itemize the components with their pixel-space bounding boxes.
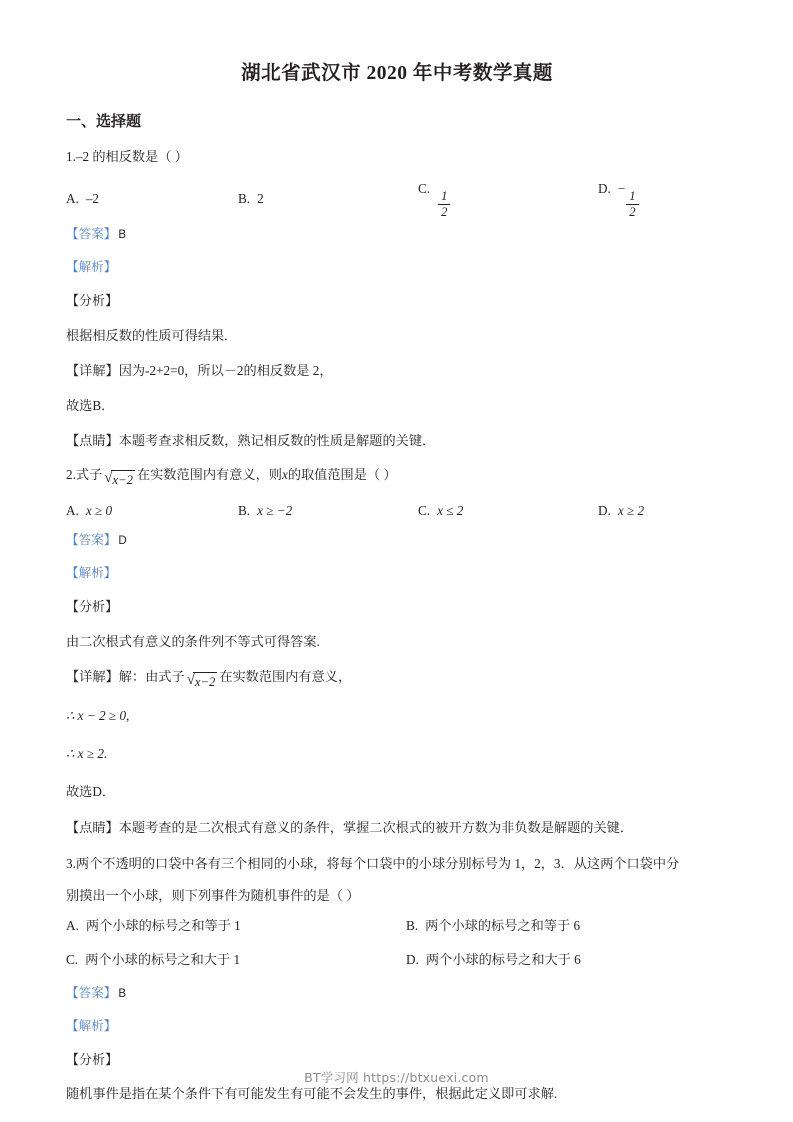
variable-x: x [281, 467, 288, 483]
option-text: –2 [85, 191, 100, 207]
question-1-stem-text: –2 的相反数是（ ） [75, 148, 188, 164]
fraction-one-half [438, 190, 450, 219]
question-1-options [66, 179, 728, 219]
option-label: C. [418, 503, 431, 519]
question-3-analysis-text: 随机事件是指在某个条件下有可能发生有可能不会发生的事件，根据此定义即可求解. [66, 1086, 558, 1102]
question-2-options [66, 501, 728, 521]
page-title: 湖北省武汉市 2020 年中考数学真题 [241, 63, 553, 84]
option-text: x ≥ 0 [85, 503, 113, 519]
answer-label: 【答案】 [66, 226, 117, 241]
question-1-answer [66, 225, 728, 244]
insight-label: 【点睛】 [66, 819, 119, 835]
question-2-option-b[interactable] [238, 501, 418, 521]
question-2-conclusion: 故选D． [66, 784, 116, 800]
question-2-stem-before: 式子 [75, 467, 103, 483]
question-3-stem-text-1: 两个不透明的口袋中各有三个相同的小球，将每个口袋中的小球分别标号为 1，2，3．从这两个口袋中分 [75, 855, 680, 871]
fraction-denominator: 2 [626, 204, 638, 219]
fraction-numerator: 1 [441, 188, 448, 203]
option-text: 两个小球的标号之和大于 1 [85, 951, 241, 967]
question-1-option-b[interactable] [238, 189, 418, 209]
question-2-detail [66, 666, 728, 691]
option-text: 两个小球的标号之和大于 6 [425, 951, 581, 967]
question-3-option-a[interactable] [66, 916, 406, 936]
question-3-option-b[interactable] [406, 916, 746, 936]
option-label: C. [66, 951, 79, 967]
question-2-explanation-label: 【解析】 [66, 566, 117, 581]
insight-text: 本题考查求相反数，熟记相反数的性质是解题的关键． [118, 433, 436, 448]
answer-label: 【答案】 [66, 533, 117, 548]
answer-value: B [118, 228, 127, 241]
question-3-stem-line-2: 别摸出一个小球，则下列事件为随机事件的是（ ） [66, 887, 360, 903]
question-3-answer [66, 984, 728, 1003]
option-label: C. [418, 181, 431, 197]
option-label: A. [66, 917, 79, 933]
question-2-analysis-label: 【分析】 [66, 599, 119, 615]
question-1-stem [66, 147, 728, 167]
document-content [66, 60, 728, 1118]
section-heading: 一、选择题 [66, 114, 142, 131]
detail-prefix: 解：由式子 [118, 668, 185, 684]
question-3-option-d[interactable] [406, 950, 746, 970]
detail-suffix: 在实数范围内有意义， [219, 668, 352, 684]
option-label: B. [238, 503, 251, 519]
option-text: x ≥ −2 [257, 503, 293, 519]
question-3-options-row-1 [66, 916, 728, 936]
option-label: B. [406, 917, 419, 933]
question-1-explanation-label: 【解析】 [66, 260, 117, 275]
question-1-option-c[interactable] [418, 179, 598, 219]
question-1-number: 1. [66, 148, 76, 164]
question-3-analysis-label: 【分析】 [66, 1051, 119, 1067]
question-1-conclusion: 故选B． [66, 397, 115, 413]
question-1-insight [66, 430, 728, 451]
question-2-number: 2. [66, 467, 76, 483]
question-2-math-line-1: ∴ x − 2 ≥ 0, [66, 708, 130, 724]
option-label: D. [598, 503, 611, 519]
question-3-option-c[interactable] [66, 950, 406, 970]
option-label: D. [598, 181, 611, 197]
question-2-stem-after2: 的取值范围是（ ） [287, 467, 397, 483]
question-3-options-row-2 [66, 950, 728, 970]
detail-label: 【详解】 [66, 362, 119, 378]
footer-watermark: BT学习网 https://btxuexi.com [304, 1070, 489, 1085]
fraction-denominator: 2 [438, 204, 450, 219]
fraction-one-half [626, 190, 638, 219]
radical-expression [187, 672, 218, 691]
option-label: A. [66, 503, 79, 519]
option-text: 2 [257, 191, 264, 207]
option-text: 两个小球的标号之和等于 6 [425, 917, 581, 933]
fraction-numerator: 1 [629, 188, 636, 203]
radical-sign: √ [186, 672, 195, 689]
option-text: x ≤ 2 [437, 503, 464, 519]
detail-text: 因为-2+2=0，所以－2的相反数是 2， [118, 362, 333, 378]
question-1-option-a[interactable] [66, 189, 238, 209]
question-2-answer [66, 531, 728, 550]
question-1-analysis-text: 根据相反数的性质可得结果. [66, 327, 228, 343]
detail-label: 【详解】 [66, 668, 119, 684]
question-1-detail [66, 360, 728, 381]
question-2-analysis-text: 由二次根式有意义的条件列不等式可得答案. [66, 633, 320, 649]
radical-expression [104, 470, 135, 489]
question-2-option-a[interactable] [66, 501, 238, 521]
question-2-stem [66, 465, 728, 489]
negative-sign: − [617, 181, 626, 197]
question-3-number: 3. [66, 855, 76, 871]
option-text: 两个小球的标号之和等于 1 [85, 917, 241, 933]
question-1-option-d[interactable] [598, 179, 728, 219]
answer-value: D [118, 535, 127, 548]
option-label: B. [238, 191, 251, 207]
radicand: x−2 [111, 470, 135, 489]
option-label: A. [66, 191, 79, 207]
question-3-stem-line-1 [66, 852, 728, 875]
answer-label: 【答案】 [66, 985, 117, 1000]
radicand: x−2 [193, 672, 217, 691]
question-2-math-line-2: ∴ x ≥ 2. [66, 746, 108, 762]
option-text: x ≥ 2 [617, 503, 645, 519]
option-label: D. [406, 951, 419, 967]
insight-text: 本题考查的是二次根式有意义的条件，掌握二次根式的被开方数为非负数是解题的关键． [118, 819, 634, 835]
question-2-option-c[interactable] [418, 501, 598, 521]
question-2-stem-after: 在实数范围内有意义，则 [136, 467, 282, 483]
question-2-insight [66, 817, 728, 838]
insight-label: 【点睛】 [66, 433, 119, 448]
question-1-analysis-label: 【分析】 [66, 293, 119, 309]
question-2-option-d[interactable] [598, 501, 728, 521]
radical-sign: √ [104, 470, 113, 487]
answer-value: B [118, 987, 127, 1000]
question-3-explanation-label: 【解析】 [66, 1018, 117, 1033]
